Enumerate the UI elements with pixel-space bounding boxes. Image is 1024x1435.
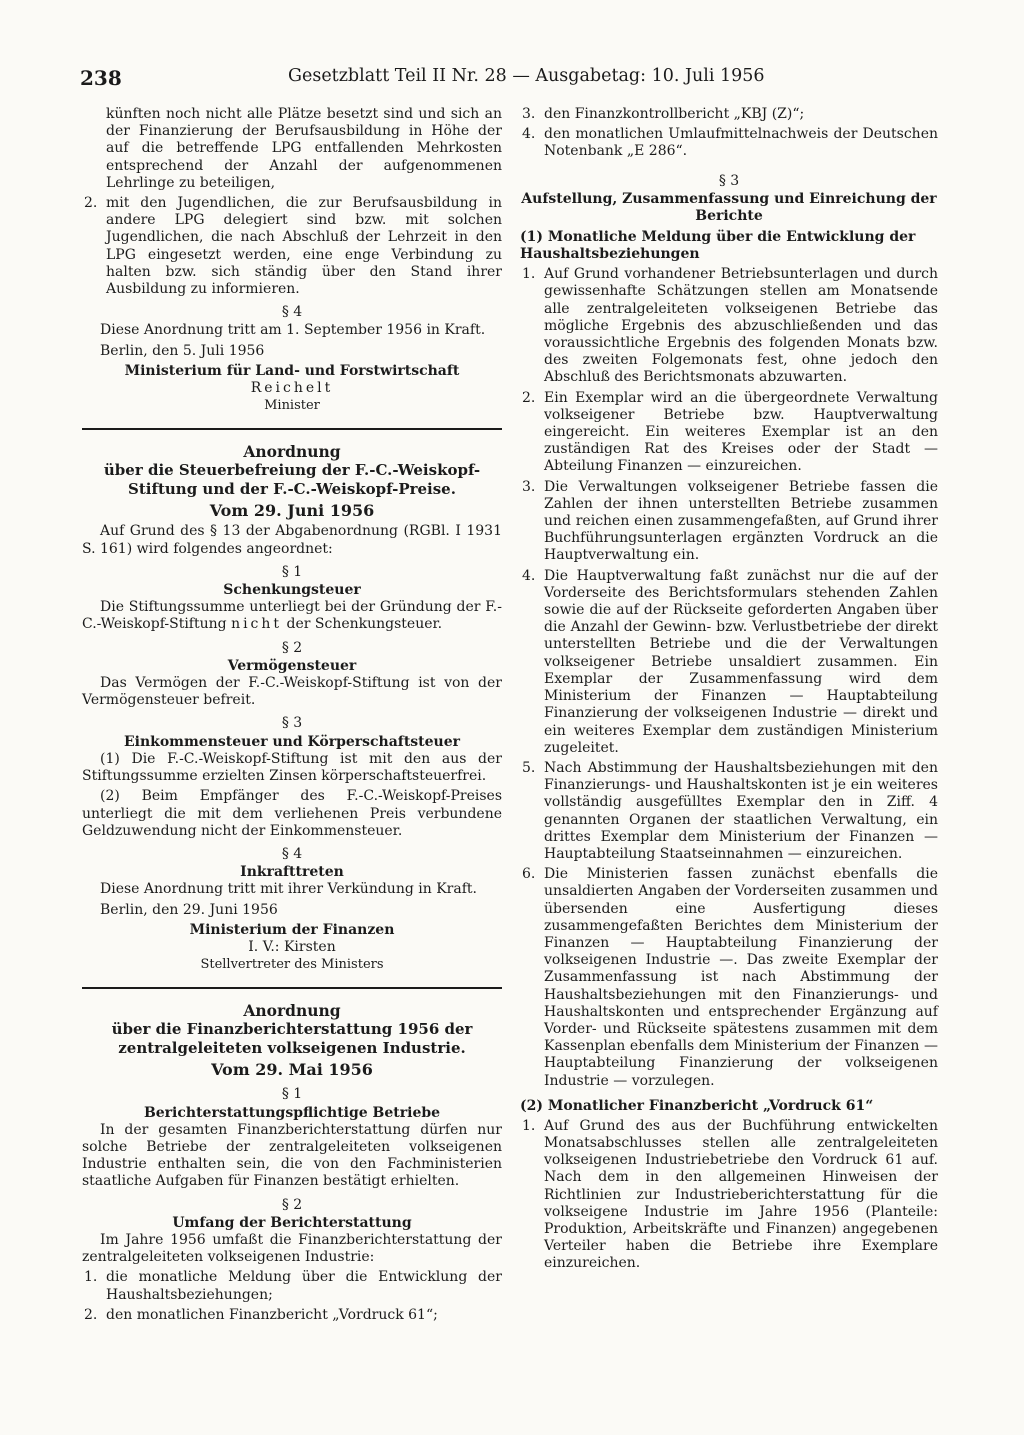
list-item [520,760,938,863]
paragraph [82,599,502,633]
paragraph: Das Vermögen der F.-C.-Weiskopf-Stiftung ist von der Vermögensteuer befreit. [82,675,502,709]
paragraph: Im Jahre 1956 umfaßt die Finanzberichterstattung der zentralgeleiteten volkseigenen Industrie: [82,1231,502,1266]
list-text: Die Ministerien fassen zunächst ebenfalls die unsaldierten Angaben der Vorderseiten zusammen und übersenden eine Ausfertigung dieses zusammengefaßten Berichtes dem Ministerium der Finanzen — Hauptabteilung Finanzierung der volkseigenen Industrie —. Das zweite Exemplar der Zusammenfassung ist nach Abstimmung der Haushaltsbeziehungen mit den Finanzierungs- und Haushaltskonten und entsprechender Ergänzung auf Vorder- und Rückseite spätestens zusammen mit dem Kassenplan ebenfalls dem Ministerium der Finanzen — Hauptabteilung Finanzierung der volkseigenen Industrie — vorzulegen. [544,866,938,1089]
numbered-list [520,1118,938,1273]
list-text: Die Verwaltungen volkseigener Betriebe fassen die Zahlen der ihnen unterstellten Betriebe zusammen und reichen einen zusammengefaßten, auf Grund ihrer Buchführungsunterlagen ergänzten Vordruck an die Hauptverwaltung ein. [544,478,938,564]
section-heading: § 4 [281,304,303,321]
list-item [520,1118,938,1273]
list-item [520,126,938,160]
page-number: 238 [80,66,122,90]
list-number: 2. [84,1306,98,1323]
list-item [520,266,938,386]
decree-title: Anordnung [243,1001,341,1021]
list-number: 2. [84,195,98,212]
list-item [82,1269,502,1303]
paragraph: In der gesamten Finanzberichterstattung dürfen nur solche Betriebe der zentralgeleiteten volkseigenen Industrie enthalten sein, die von den Fachministerien staatliche Aufgaben für Finanzen bestätigt erhielten. [82,1121,502,1190]
ministry-name: Ministerium für Land- und Forstwirtschaft [124,362,460,379]
section-title: Berichterstattungspflichtige Betriebe [143,1104,441,1121]
list-text: die monatliche Meldung über die Entwicklung der Haushaltsbeziehungen; [106,1269,502,1303]
subsection-heading: (1) Monatliche Meldung über die Entwicklung der Haushaltsbeziehungen [520,229,916,263]
list-number: 3. [522,106,536,122]
place-date: Berlin, den 29. Juni 1956 [100,901,278,918]
list-item [82,1307,502,1324]
left-column [82,106,502,1327]
section-heading: § 3 [281,715,303,732]
section-heading: § 1 [281,563,303,580]
list-text: den monatlichen Finanzbericht „Vordruck 61“; [106,1306,438,1323]
section-title: Einkommensteuer und Körperschaftsteuer [123,733,461,750]
page-header [80,66,940,96]
decree-date: Vom 29. Juni 1956 [209,501,375,521]
continued-paragraph: künften noch nicht alle Plätze besetzt sind und sich an der Finanzierung der Berufsausbildung in Höhe der auf die betreffende LPG entfallenden Mehrkosten entsprechend der Anzahl der aufgenommenen Lehrlinge zu beteiligen, [106,106,502,191]
list-number: 1. [84,1269,98,1286]
section-title: Schenkungsteuer [223,582,361,599]
list-text: Auf Grund vorhandener Betriebsunterlagen und durch gewissenhafte Schätzungen stellen am Monatsende alle zentralgeleiteten volkseigenen Betriebe das mögliche Ergebnis des abzuschließenden und das voraussichtliche Ergebnis des folgenden Monats bzw. des zweiten Folgemonats fest, ohne jedoch den Abschluß des Berichtsmonats abzuwarten. [544,266,938,386]
decree-subtitle: über die Finanzberichterstattung 1956 der zentralgeleiteten volkseigenen Industrie. [111,1020,473,1058]
decree-subtitle: über die Steuerbefreiung der F.-C.-Weiskopf-Stiftung und der F.-C.-Weiskopf-Preise. [103,461,481,499]
section-heading: § 3 [718,172,740,189]
paragraph: (1) Die F.-C.-Weiskopf-Stiftung ist mit den aus der Stiftungssumme erzielten Zinsen körperschaftsteuerfrei. [82,750,502,785]
paragraph: Auf Grund des § 13 der Abgabenordnung (RGBl. I 1931 S. 161) wird folgendes angeordnet: [82,523,502,557]
list-number: 2. [522,389,536,406]
list-item [520,390,938,476]
place-date: Berlin, den 5. Juli 1956 [100,342,265,359]
list-number: 5. [522,759,536,776]
decree-title: Anordnung [243,442,341,462]
running-title: Gesetzblatt Teil II Nr. 28 — Ausgabetag: 10. Juli 1956 [288,66,765,86]
list-text: Ein Exemplar wird an die übergeordnete Verwaltung volkseigener Betriebe bzw. Hauptverwaltung eingereicht. Ein weiteres Exemplar ist an den zuständigen Rat des Kreises oder der Stadt — Abteilung Finanzen — einzureichen. [544,389,938,475]
list-number: 3. [522,478,536,495]
numbered-list [520,266,938,1090]
emphasis: nicht [231,616,283,633]
section-heading: § 2 [281,639,303,656]
signer-name: I. V.: Kirsten [248,938,336,955]
signer-title: Stellvertreter des Ministers [200,957,384,973]
signer-name: Reichelt [250,380,334,397]
list-number: 4. [522,567,536,584]
decree-date: Vom 29. Mai 1956 [211,1060,373,1080]
section-heading: § 4 [281,845,303,862]
list-item [520,568,938,757]
section-title: Aufstellung, Zusammenfassung und Einreichung der Berichte [521,190,937,225]
list-text: Die Hauptverwaltung faßt zunächst nur die auf der Vorderseite des Berichtsformulars stehenden Zahlen sowie die auf der Rückseite geforderten Angaben über die Anzahl der Gewinn- bzw. Verlustbetriebe der direkt unterstellten Betriebe und die der Verwaltungen volkseigener Betriebe unsaldiert zusammen. Ein Exemplar der Zusammenfassung wird dem Ministerium der Finanzen — Hauptabteilung Finanzierung der volkseigenen Industrie — direkt und ein weiteres Exemplar dem zuständigen Ministerium zugeleitet. [544,567,938,756]
list-number: 4. [522,126,536,143]
subsection-heading: (2) Monatlicher Finanzbericht „Vordruck 61“ [520,1097,874,1114]
text-part: der Schenkungsteuer. [286,616,443,633]
list-number: 1. [522,1117,536,1134]
list-text: den Finanzkontrollbericht „KBJ (Z)“; [544,106,805,122]
divider [82,428,502,430]
right-column [520,106,938,1276]
list-item [520,866,938,1090]
list-text: Auf Grund des aus der Buchführung entwickelten Monatsabschlusses stellen alle zentralgeleiteten volkseigenen Industriebetriebe den Vordruck 61 auf. Nach dem in den allgemeinen Hinweisen der Richtlinien zur Industrieberichterstattung für die volkseigene Industrie im Jahre 1956 (Planteile: Produktion, Arbeitskräfte und Finanzen) angegebenen Verteiler haben die Betriebe ihre Exemplare einzureichen. [544,1117,938,1272]
section-title: Umfang der Berichterstattung [172,1214,412,1231]
list-number: 1. [522,266,536,283]
list-text: mit den Jugendlichen, die zur Berufsausbildung in andere LPG delegiert sind bzw. mit solchen Jugendlichen, die nach Abschluß der Lehrzeit in den LPG eingesetzt werden, eine enge Verbindung zu halten bzw. sich ständig über den Stand ihrer Ausbildung zu informieren. [106,195,502,298]
list-text: Nach Abstimmung der Haushaltsbeziehungen mit den Finanzierungs- und Haushaltskonten ist je ein weiteres vollständig ausgefülltes Exemplar den in Ziff. 4 genannten Organen der staatlichen Verwaltung, ein drittes Exemplar dem Ministerium der Finanzen — Hauptabteilung Staatseinnahmen — einzureichen. [544,759,938,862]
list-item [520,106,938,123]
list-text: den monatlichen Umlaufmittelnachweis der Deutschen Notenbank „E 286“. [544,126,938,160]
paragraph: (2) Beim Empfänger des F.-C.-Weiskopf-Preises unterliegt die mit dem verliehenen Preis verbundene Geldzuwendung nicht der Einkommensteuer. [82,788,502,839]
list-number: 6. [522,866,536,883]
paragraph: Diese Anordnung tritt mit ihrer Verkündung in Kraft. [100,881,477,898]
signer-title: Minister [264,398,320,414]
paragraph: Diese Anordnung tritt am 1. September 1956 in Kraft. [100,322,486,339]
section-heading: § 2 [281,1196,303,1213]
list-item [520,479,938,565]
section-heading: § 1 [281,1086,303,1103]
divider [82,987,502,989]
section-title: Vermögensteuer [227,657,357,674]
list-item [82,195,502,298]
text-part: Die Stiftungssumme unterliegt bei der Gründung der F.-C.-Weiskopf-Stiftung [82,599,502,633]
section-title: Inkrafttreten [240,864,344,881]
ministry-name: Ministerium der Finanzen [189,921,395,938]
